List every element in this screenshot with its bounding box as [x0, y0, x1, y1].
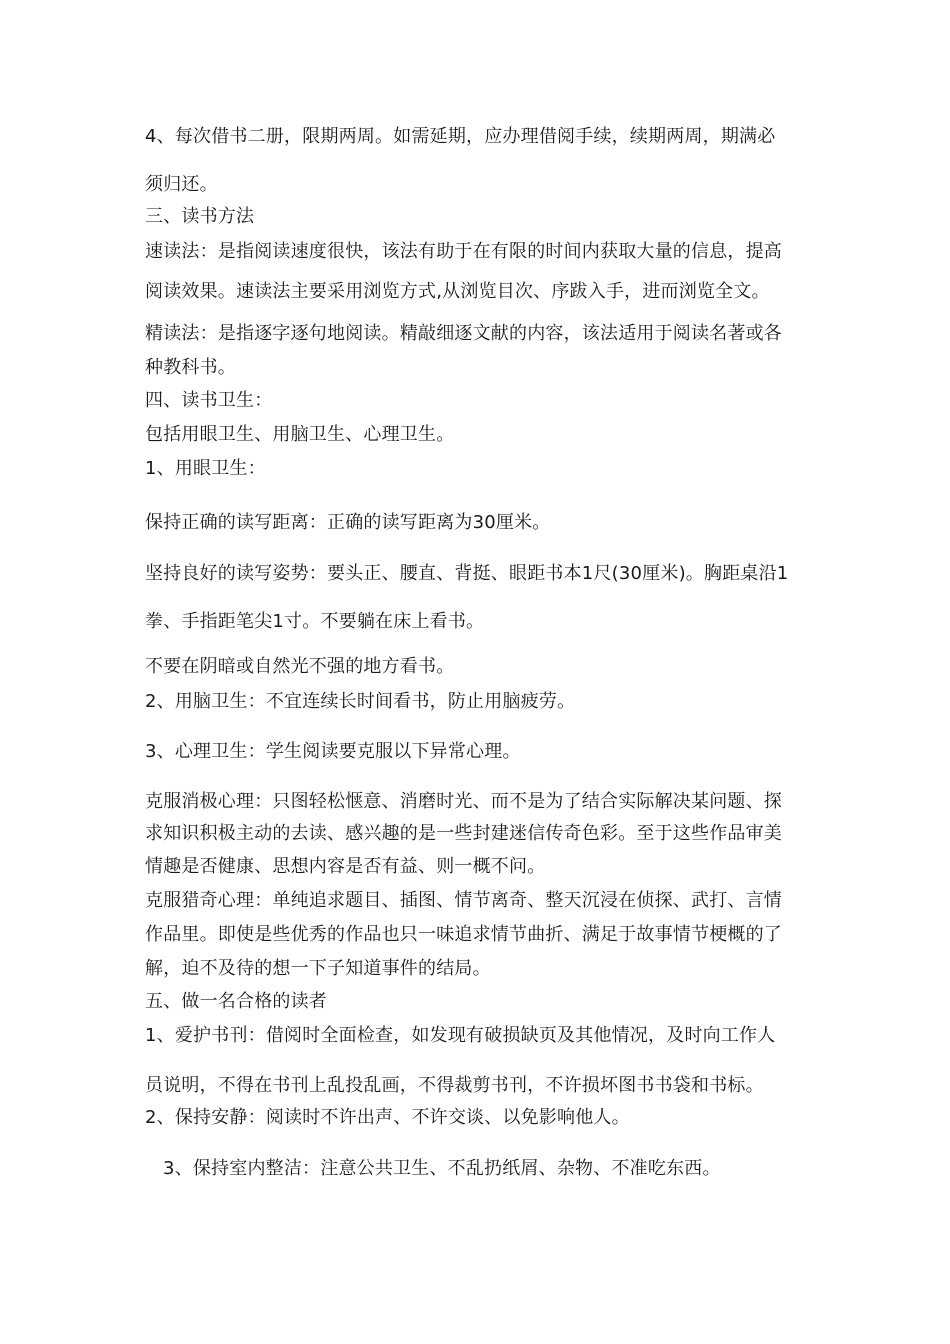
text-line: 阅读效果。速读法主要采用浏览方式,从浏览目次、序跋入手，进而浏览全文。 [145, 281, 770, 302]
text-line: 作品里。即使是些优秀的作品也只一味追求情节曲折、满足于故事情节梗概的了 [145, 924, 782, 945]
text-line: 求知识积极主动的去读、感兴趣的是一些封建迷信传奇色彩。至于这些作品审美 [145, 823, 782, 844]
sub-heading: 3、心理卫生：学生阅读要克服以下异常心理。 [145, 741, 521, 762]
sub-heading: 2、用脑卫生：不宜连续长时间看书，防止用脑疲劳。 [145, 691, 576, 712]
section-heading: 五、做一名合格的读者 [145, 991, 327, 1012]
text-line: 解，迫不及待的想一下子知道事件的结局。 [145, 958, 491, 979]
text-line: 坚持良好的读写姿势：要头正、腰直、背挺、眼距书本1尺(30厘米)。胸距桌沿1 [145, 563, 789, 584]
text-line: 种教科书。 [145, 357, 236, 378]
text-line: 保持正确的读写距离：正确的读写距离为30厘米。 [145, 512, 551, 533]
text-line: 精读法：是指逐字逐句地阅读。精敲细逐文献的内容，该法适用于阅读名著或各 [145, 323, 782, 344]
text-line: 包括用眼卫生、用脑卫生、心理卫生。 [145, 424, 455, 445]
text-line: 克服猎奇心理：单纯追求题目、插图、情节离奇、整天沉浸在侦探、武打、言情 [145, 890, 782, 911]
section-heading: 四、读书卫生： [145, 390, 273, 411]
text-line: 克服消极心理：只图轻松惬意、消磨时光、而不是为了结合实际解决某问题、探 [145, 791, 782, 812]
text-line: 拳、手指距笔尖1寸。不要躺在床上看书。 [145, 611, 485, 632]
text-line: 速读法：是指阅读速度很快，该法有助于在有限的时间内获取大量的信息，提高 [145, 241, 782, 262]
sub-heading: 1、爱护书刊：借阅时全面检查，如发现有破损缺页及其他情况，及时向工作人 [145, 1025, 776, 1046]
text-line: 情趣是否健康、思想内容是否有益、则一概不问。 [145, 856, 546, 877]
text-line: 员说明，不得在书刊上乱投乱画，不得裁剪书刊，不许损坏图书书袋和书标。 [145, 1075, 764, 1096]
sub-heading: 3、保持室内整洁：注意公共卫生、不乱扔纸屑、杂物、不准吃东西。 [163, 1158, 721, 1179]
text-line: 4、每次借书二册，限期两周。如需延期，应办理借阅手续，续期两周，期满必 [145, 126, 776, 147]
sub-heading: 2、保持安静：阅读时不许出声、不许交谈、以免影响他人。 [145, 1107, 630, 1128]
section-heading: 三、读书方法 [145, 206, 255, 227]
text-line: 须归还。 [145, 174, 218, 195]
sub-heading: 1、用眼卫生： [145, 458, 266, 479]
text-line: 不要在阴暗或自然光不强的地方看书。 [145, 656, 455, 677]
